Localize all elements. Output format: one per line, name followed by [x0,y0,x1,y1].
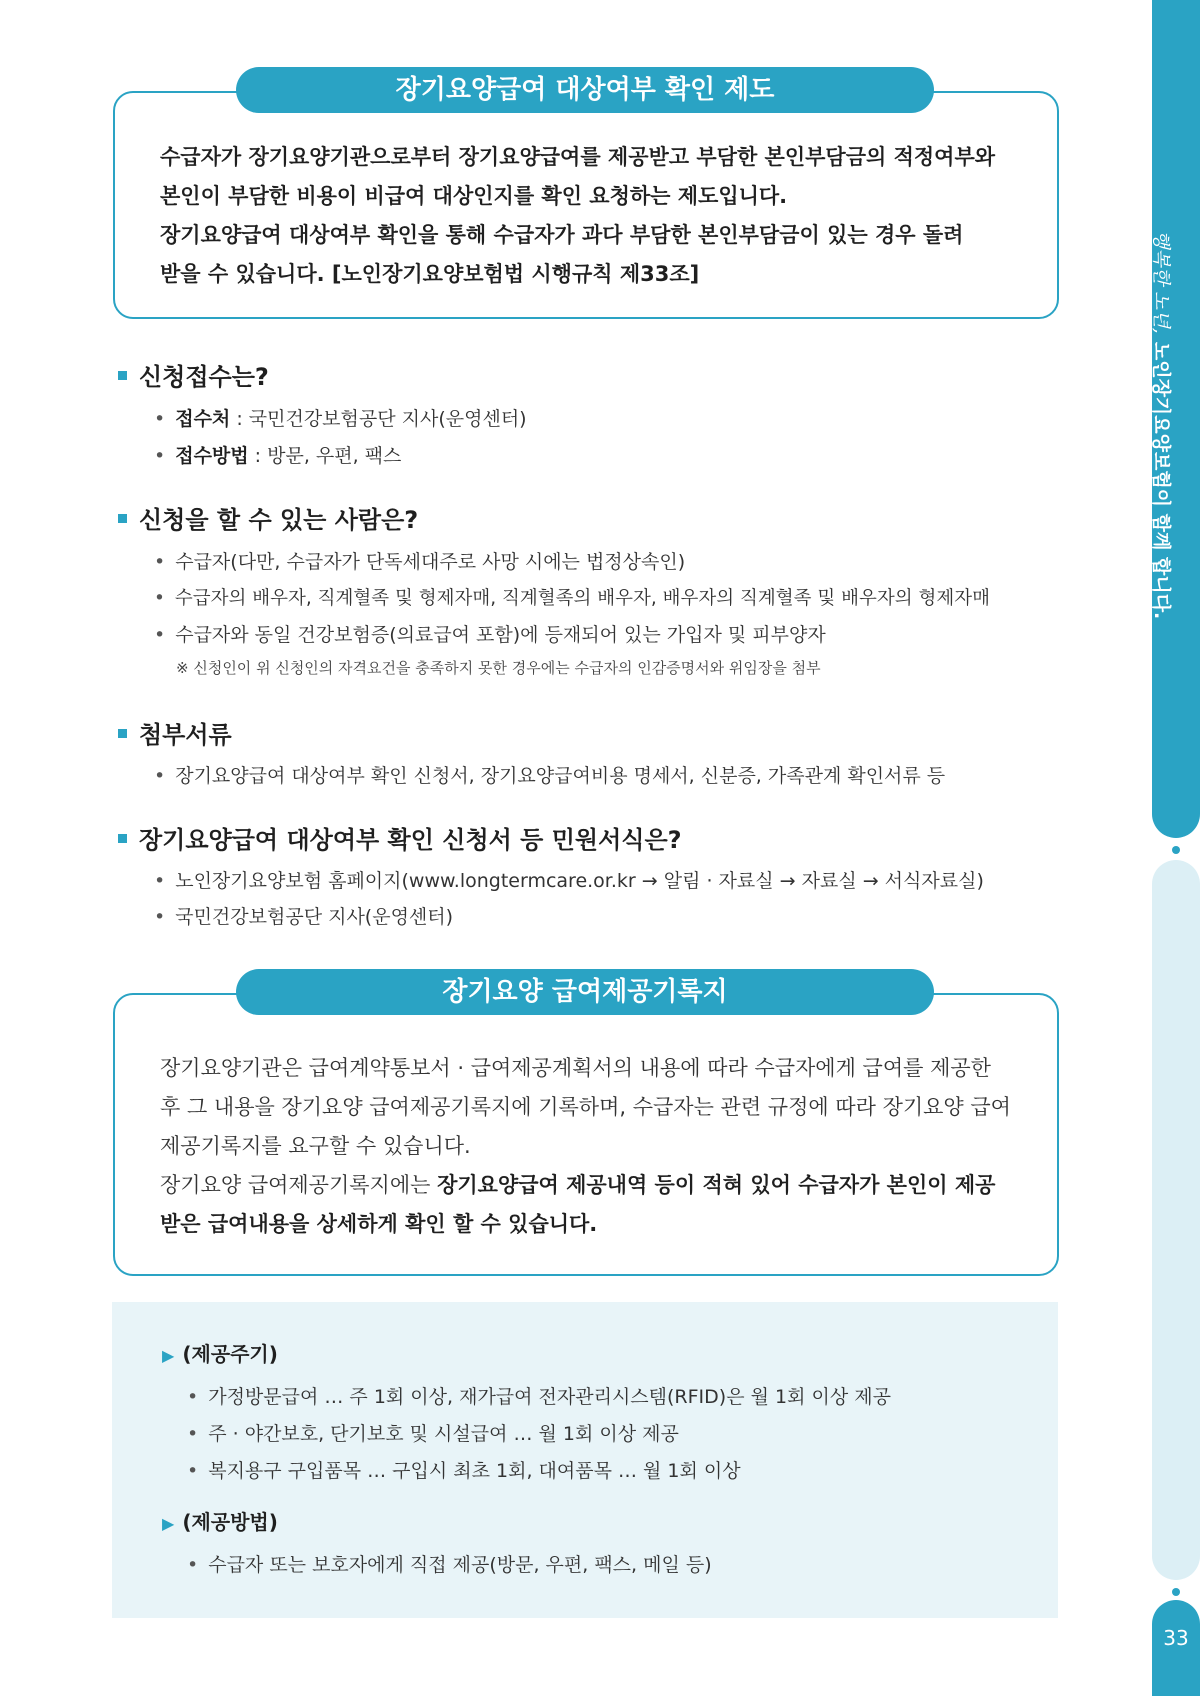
bullet-icon: • [154,588,165,609]
side-tab-title: 노인장기요양보험이 함께 합니다. [1150,341,1172,620]
description-line: 받을 수 있습니다. [노인장기요양보험법 시행규칙 제33조] [160,262,700,286]
bullet-icon: • [154,408,166,430]
description-bold-text: 장기요양급여 제공내역 등이 적혀 있어 수급자가 본인이 제공 [437,1173,996,1197]
list-item [154,620,826,647]
bullet-icon: • [187,1423,199,1445]
service-record-description [160,1049,1017,1244]
bullet-icon: • [187,1554,199,1576]
forms-heading [118,820,682,855]
bullet-icon: • [154,870,166,892]
applicant-note: ※ 신청인이 위 신청인의 자격요건을 충족하지 못한 경우에는 수급자의 인감증명서와 위임장을 첨부 [176,659,821,677]
service-record-box [113,993,1059,1276]
item-value: : 방문, 우편, 팩스 [248,445,402,467]
list-item [154,441,401,468]
bullet-icon: • [154,765,166,787]
list-item [187,1419,679,1446]
item-text: 가정방문급여 … 주 1회 이상, 재가급여 전자관리시스템(RFID)은 월 1회 이상 제공 [208,1386,891,1408]
heading-text: 첨부서류 [139,721,232,749]
list-item [154,902,453,929]
square-bullet-icon [118,514,127,523]
list-item [187,1382,891,1409]
bullet-icon: • [187,1460,199,1482]
item-text: 국민건강보험공단 지사(운영센터) [175,906,454,928]
page-number-box [1152,1600,1200,1696]
description-line: 수급자가 장기요양기관으로부터 장기요양급여를 제공받고 부담한 본인부담금의 적정여부와 [160,145,996,169]
side-tab-inactive [1152,860,1200,1580]
list-item [154,584,990,610]
page-number: 33 [1163,1626,1189,1650]
side-dot-upper [1172,846,1180,854]
side-tab-label [1149,230,1176,619]
description-line [160,1166,1017,1205]
heading-text: 신청접수는? [139,363,269,391]
item-text: 주 · 야간보호, 단기보호 및 시설급여 … 월 1회 이상 제공 [208,1423,679,1445]
documents-heading [118,715,232,750]
item-text: 수급자와 동일 건강보험증(의료급여 포함)에 등재되어 있는 가입자 및 피부양자 [175,624,826,646]
list-item [187,1550,712,1577]
panel-heading-text: (제공주기) [182,1342,278,1366]
description-line: 본인이 부담한 비용이 비급여 대상인지를 확인 요청하는 제도입니다. [160,184,788,208]
description-normal-text: 장기요양 급여제공기록지에는 [160,1173,438,1197]
side-tab-script-text: 행복한 노년, [1150,230,1172,334]
square-bullet-icon [118,371,127,380]
eligibility-check-title: 장기요양급여 대상여부 확인 제도 [236,67,934,113]
triangle-right-icon: ▶ [162,1346,175,1365]
bullet-icon: • [154,551,166,573]
eligibility-check-description [160,138,1017,294]
item-text: 수급자 또는 보호자에게 직접 제공(방문, 우편, 팩스, 메일 등) [208,1554,712,1576]
item-text: 장기요양급여 대상여부 확인 신청서, 장기요양급여비용 명세서, 신분증, 가족관계 확인서류 등 [175,765,946,787]
provision-period-heading [162,1338,278,1367]
list-item [187,1456,741,1483]
item-text: 수급자의 배우자, 직계혈족 및 형제자매, 직계혈족의 배우자, 배우자의 직계혈족 및 배우자의 형제자매 [174,588,990,609]
description-line: 받은 급여내용을 상세하게 확인 할 수 있습니다. [160,1212,598,1236]
item-text: 노인장기요양보험 홈페이지(www.longtermcare.or.kr → 알림 · 자료실 → 자료실 → 서식자료실) [175,870,984,892]
provision-method-heading [162,1506,278,1535]
square-bullet-icon [118,834,127,843]
list-item [154,404,527,431]
panel-heading-text: (제공방법) [182,1510,278,1534]
description-line: 후 그 내용을 장기요양 급여제공기록지에 기록하며, 수급자는 관련 규정에 따라 장기요양 급여 [160,1095,1011,1119]
item-key: 접수방법 [175,445,249,467]
bullet-icon: • [187,1386,199,1408]
bullet-icon: • [154,906,166,928]
description-line: 제공기록지를 요구할 수 있습니다. [160,1134,471,1158]
provision-info-panel [112,1302,1058,1618]
side-dot-lower [1172,1588,1180,1596]
bullet-icon: • [154,624,166,646]
eligibility-check-box [113,91,1059,319]
description-line: 장기요양기관은 급여계약통보서 · 급여제공계획서의 내용에 따라 수급자에게 급여를 제공한 [160,1056,991,1080]
description-line: 장기요양급여 대상여부 확인을 통해 수급자가 과다 부담한 본인부담금이 있는 경우 돌려 [160,223,964,247]
list-item [154,866,984,893]
item-text: 수급자(다만, 수급자가 단독세대주로 사망 시에는 법정상속인) [175,551,686,573]
item-value: : 국민건강보험공단 지사(운영센터) [230,408,527,430]
heading-text: 신청을 할 수 있는 사람은? [139,506,419,534]
eligible-applicants-heading [118,500,418,535]
square-bullet-icon [118,729,127,738]
triangle-right-icon: ▶ [162,1514,175,1533]
heading-text: 장기요양급여 대상여부 확인 신청서 등 민원서식은? [139,826,682,854]
list-item [154,761,945,788]
bullet-icon: • [154,445,166,467]
list-item [154,547,685,574]
application-receipt-heading [118,357,269,392]
item-text: 복지용구 구입품목 … 구입시 최초 1회, 대여품목 … 월 1회 이상 [208,1460,741,1482]
item-key: 접수처 [175,408,231,430]
service-record-title: 장기요양 급여제공기록지 [236,969,934,1015]
